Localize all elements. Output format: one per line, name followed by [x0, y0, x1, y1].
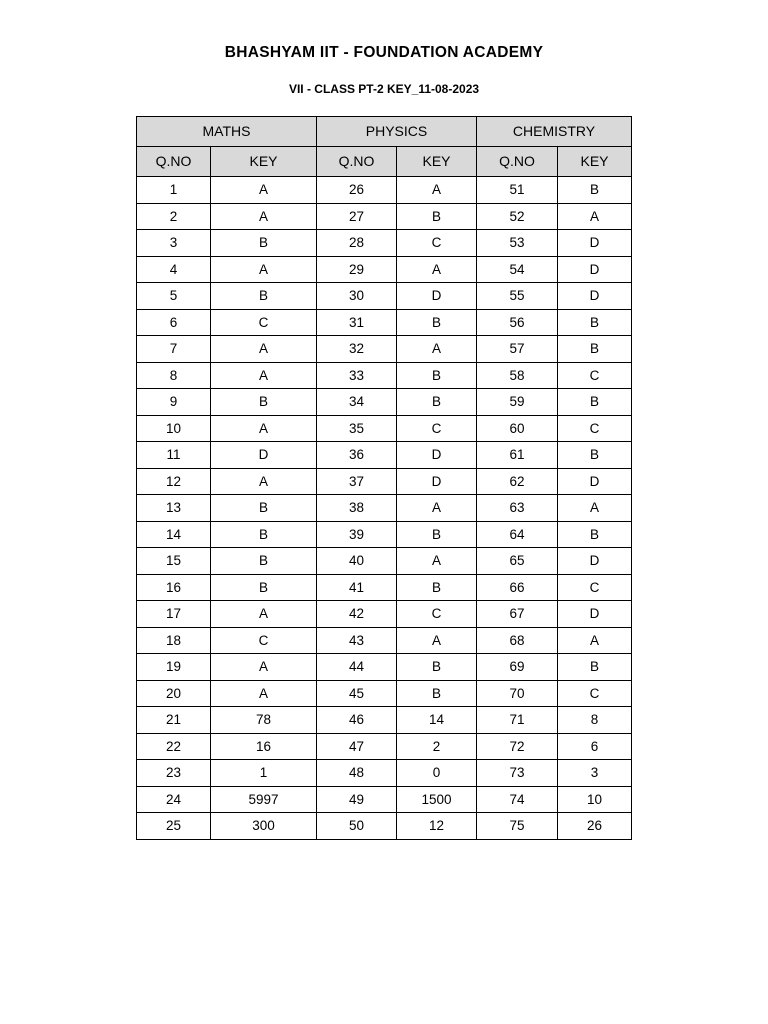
physics-qno-cell: 44: [317, 654, 397, 681]
physics-key-cell: C: [397, 415, 477, 442]
physics-qno-cell: 49: [317, 786, 397, 813]
chemistry-qno-cell: 53: [477, 230, 558, 257]
maths-qno-cell: 17: [137, 601, 211, 628]
chemistry-key-cell: B: [558, 389, 632, 416]
physics-qno-cell: 40: [317, 548, 397, 575]
physics-key-cell: B: [397, 203, 477, 230]
answer-key-table: [136, 116, 632, 840]
table-row: [137, 813, 632, 840]
answer-key-body: [137, 177, 632, 840]
chemistry-key-cell: B: [558, 309, 632, 336]
physics-key-cell: 2: [397, 733, 477, 760]
maths-key-cell: C: [211, 627, 317, 654]
table-row: [137, 627, 632, 654]
chemistry-key-cell: C: [558, 362, 632, 389]
physics-key-cell: B: [397, 362, 477, 389]
table-row: [137, 495, 632, 522]
table-row: [137, 574, 632, 601]
physics-qno-cell: 46: [317, 707, 397, 734]
maths-qno-cell: 7: [137, 336, 211, 363]
physics-key-cell: 1500: [397, 786, 477, 813]
physics-qno-cell: 35: [317, 415, 397, 442]
table-row: [137, 230, 632, 257]
chemistry-key-cell: D: [558, 548, 632, 575]
maths-key-cell: 5997: [211, 786, 317, 813]
chemistry-key-cell: C: [558, 574, 632, 601]
chemistry-qno-cell: 71: [477, 707, 558, 734]
chemistry-qno-cell: 74: [477, 786, 558, 813]
maths-qno-cell: 4: [137, 256, 211, 283]
physics-qno-cell: 38: [317, 495, 397, 522]
maths-qno-cell: 10: [137, 415, 211, 442]
maths-key-cell: A: [211, 362, 317, 389]
maths-key-cell: A: [211, 256, 317, 283]
maths-qno-cell: 9: [137, 389, 211, 416]
physics-qno-cell: 31: [317, 309, 397, 336]
chemistry-qno-cell: 72: [477, 733, 558, 760]
physics-key-cell: A: [397, 336, 477, 363]
physics-qno-cell: 36: [317, 442, 397, 469]
maths-qno-cell: 22: [137, 733, 211, 760]
maths-qno-cell: 18: [137, 627, 211, 654]
table-row: [137, 760, 632, 787]
chemistry-key-cell: 10: [558, 786, 632, 813]
maths-key-cell: 16: [211, 733, 317, 760]
column-header-qno: Q.NO: [477, 147, 558, 177]
chemistry-qno-cell: 52: [477, 203, 558, 230]
chemistry-key-cell: A: [558, 627, 632, 654]
chemistry-qno-cell: 63: [477, 495, 558, 522]
chemistry-qno-cell: 67: [477, 601, 558, 628]
table-row: [137, 177, 632, 204]
physics-qno-cell: 29: [317, 256, 397, 283]
column-header-qno: Q.NO: [317, 147, 397, 177]
maths-key-cell: B: [211, 521, 317, 548]
chemistry-key-cell: A: [558, 203, 632, 230]
maths-key-cell: B: [211, 283, 317, 310]
chemistry-key-cell: B: [558, 177, 632, 204]
physics-key-cell: C: [397, 601, 477, 628]
maths-key-cell: A: [211, 177, 317, 204]
table-row: [137, 468, 632, 495]
physics-key-cell: D: [397, 283, 477, 310]
maths-qno-cell: 21: [137, 707, 211, 734]
physics-qno-cell: 41: [317, 574, 397, 601]
physics-qno-cell: 27: [317, 203, 397, 230]
physics-qno-cell: 30: [317, 283, 397, 310]
chemistry-key-cell: D: [558, 601, 632, 628]
physics-key-cell: 0: [397, 760, 477, 787]
chemistry-qno-cell: 64: [477, 521, 558, 548]
chemistry-key-cell: D: [558, 468, 632, 495]
chemistry-qno-cell: 59: [477, 389, 558, 416]
maths-key-cell: 78: [211, 707, 317, 734]
maths-qno-cell: 5: [137, 283, 211, 310]
maths-qno-cell: 16: [137, 574, 211, 601]
maths-key-cell: B: [211, 389, 317, 416]
maths-qno-cell: 13: [137, 495, 211, 522]
chemistry-key-cell: 8: [558, 707, 632, 734]
table-row: [137, 415, 632, 442]
table-row: [137, 442, 632, 469]
physics-key-cell: A: [397, 495, 477, 522]
chemistry-key-cell: C: [558, 680, 632, 707]
chemistry-key-cell: B: [558, 336, 632, 363]
physics-key-cell: A: [397, 177, 477, 204]
table-row: [137, 680, 632, 707]
maths-key-cell: A: [211, 203, 317, 230]
chemistry-qno-cell: 73: [477, 760, 558, 787]
chemistry-qno-cell: 69: [477, 654, 558, 681]
page-title: BHASHYAM IIT - FOUNDATION ACADEMY: [224, 44, 544, 61]
maths-qno-cell: 12: [137, 468, 211, 495]
chemistry-key-cell: 6: [558, 733, 632, 760]
maths-key-cell: A: [211, 601, 317, 628]
chemistry-qno-cell: 54: [477, 256, 558, 283]
chemistry-qno-cell: 56: [477, 309, 558, 336]
maths-key-cell: B: [211, 574, 317, 601]
physics-qno-cell: 47: [317, 733, 397, 760]
subject-header-maths: MATHS: [137, 117, 317, 147]
physics-qno-cell: 28: [317, 230, 397, 257]
physics-key-cell: A: [397, 548, 477, 575]
chemistry-key-cell: D: [558, 256, 632, 283]
table-row: [137, 548, 632, 575]
physics-key-cell: B: [397, 521, 477, 548]
maths-key-cell: D: [211, 442, 317, 469]
maths-key-cell: 1: [211, 760, 317, 787]
physics-key-cell: C: [397, 230, 477, 257]
maths-key-cell: A: [211, 468, 317, 495]
physics-key-cell: B: [397, 680, 477, 707]
maths-key-cell: B: [211, 548, 317, 575]
physics-qno-cell: 26: [317, 177, 397, 204]
subject-header-row: [137, 117, 632, 147]
table-row: [137, 362, 632, 389]
chemistry-key-cell: 26: [558, 813, 632, 840]
page-subtitle: VII - CLASS PT-2 KEY_11-08-2023: [288, 82, 480, 96]
chemistry-qno-cell: 65: [477, 548, 558, 575]
maths-qno-cell: 20: [137, 680, 211, 707]
maths-key-cell: B: [211, 495, 317, 522]
maths-key-cell: A: [211, 415, 317, 442]
table-row: [137, 786, 632, 813]
chemistry-qno-cell: 60: [477, 415, 558, 442]
physics-key-cell: D: [397, 468, 477, 495]
maths-qno-cell: 14: [137, 521, 211, 548]
table-row: [137, 389, 632, 416]
table-row: [137, 707, 632, 734]
physics-qno-cell: 34: [317, 389, 397, 416]
physics-key-cell: B: [397, 309, 477, 336]
maths-key-cell: A: [211, 336, 317, 363]
chemistry-qno-cell: 58: [477, 362, 558, 389]
physics-key-cell: B: [397, 654, 477, 681]
column-header-key: KEY: [558, 147, 632, 177]
maths-key-cell: 300: [211, 813, 317, 840]
chemistry-key-cell: D: [558, 283, 632, 310]
physics-qno-cell: 48: [317, 760, 397, 787]
table-row: [137, 733, 632, 760]
chemistry-qno-cell: 75: [477, 813, 558, 840]
maths-qno-cell: 1: [137, 177, 211, 204]
maths-key-cell: A: [211, 680, 317, 707]
maths-key-cell: A: [211, 654, 317, 681]
maths-qno-cell: 15: [137, 548, 211, 575]
physics-qno-cell: 42: [317, 601, 397, 628]
maths-qno-cell: 19: [137, 654, 211, 681]
physics-key-cell: B: [397, 389, 477, 416]
maths-qno-cell: 23: [137, 760, 211, 787]
maths-qno-cell: 11: [137, 442, 211, 469]
table-row: [137, 203, 632, 230]
subject-header-physics: PHYSICS: [317, 117, 477, 147]
maths-key-cell: C: [211, 309, 317, 336]
chemistry-qno-cell: 62: [477, 468, 558, 495]
physics-qno-cell: 50: [317, 813, 397, 840]
physics-qno-cell: 32: [317, 336, 397, 363]
physics-key-cell: A: [397, 627, 477, 654]
physics-qno-cell: 37: [317, 468, 397, 495]
table-row: [137, 283, 632, 310]
maths-qno-cell: 2: [137, 203, 211, 230]
maths-qno-cell: 24: [137, 786, 211, 813]
maths-qno-cell: 6: [137, 309, 211, 336]
maths-qno-cell: 3: [137, 230, 211, 257]
chemistry-qno-cell: 55: [477, 283, 558, 310]
physics-qno-cell: 43: [317, 627, 397, 654]
maths-qno-cell: 8: [137, 362, 211, 389]
column-header-key: KEY: [397, 147, 477, 177]
table-row: [137, 601, 632, 628]
chemistry-qno-cell: 57: [477, 336, 558, 363]
table-row: [137, 521, 632, 548]
physics-key-cell: 12: [397, 813, 477, 840]
chemistry-qno-cell: 61: [477, 442, 558, 469]
column-header-row: [137, 147, 632, 177]
chemistry-qno-cell: 66: [477, 574, 558, 601]
chemistry-qno-cell: 68: [477, 627, 558, 654]
chemistry-key-cell: A: [558, 495, 632, 522]
physics-key-cell: D: [397, 442, 477, 469]
table-row: [137, 654, 632, 681]
chemistry-key-cell: B: [558, 654, 632, 681]
physics-qno-cell: 33: [317, 362, 397, 389]
table-row: [137, 256, 632, 283]
chemistry-key-cell: C: [558, 415, 632, 442]
physics-qno-cell: 45: [317, 680, 397, 707]
chemistry-key-cell: B: [558, 442, 632, 469]
column-header-key: KEY: [211, 147, 317, 177]
maths-qno-cell: 25: [137, 813, 211, 840]
chemistry-qno-cell: 51: [477, 177, 558, 204]
table-row: [137, 336, 632, 363]
chemistry-key-cell: D: [558, 230, 632, 257]
maths-key-cell: B: [211, 230, 317, 257]
column-header-qno: Q.NO: [137, 147, 211, 177]
physics-key-cell: B: [397, 574, 477, 601]
chemistry-qno-cell: 70: [477, 680, 558, 707]
chemistry-key-cell: 3: [558, 760, 632, 787]
physics-qno-cell: 39: [317, 521, 397, 548]
subject-header-chemistry: CHEMISTRY: [477, 117, 632, 147]
table-row: [137, 309, 632, 336]
chemistry-key-cell: B: [558, 521, 632, 548]
physics-key-cell: 14: [397, 707, 477, 734]
physics-key-cell: A: [397, 256, 477, 283]
